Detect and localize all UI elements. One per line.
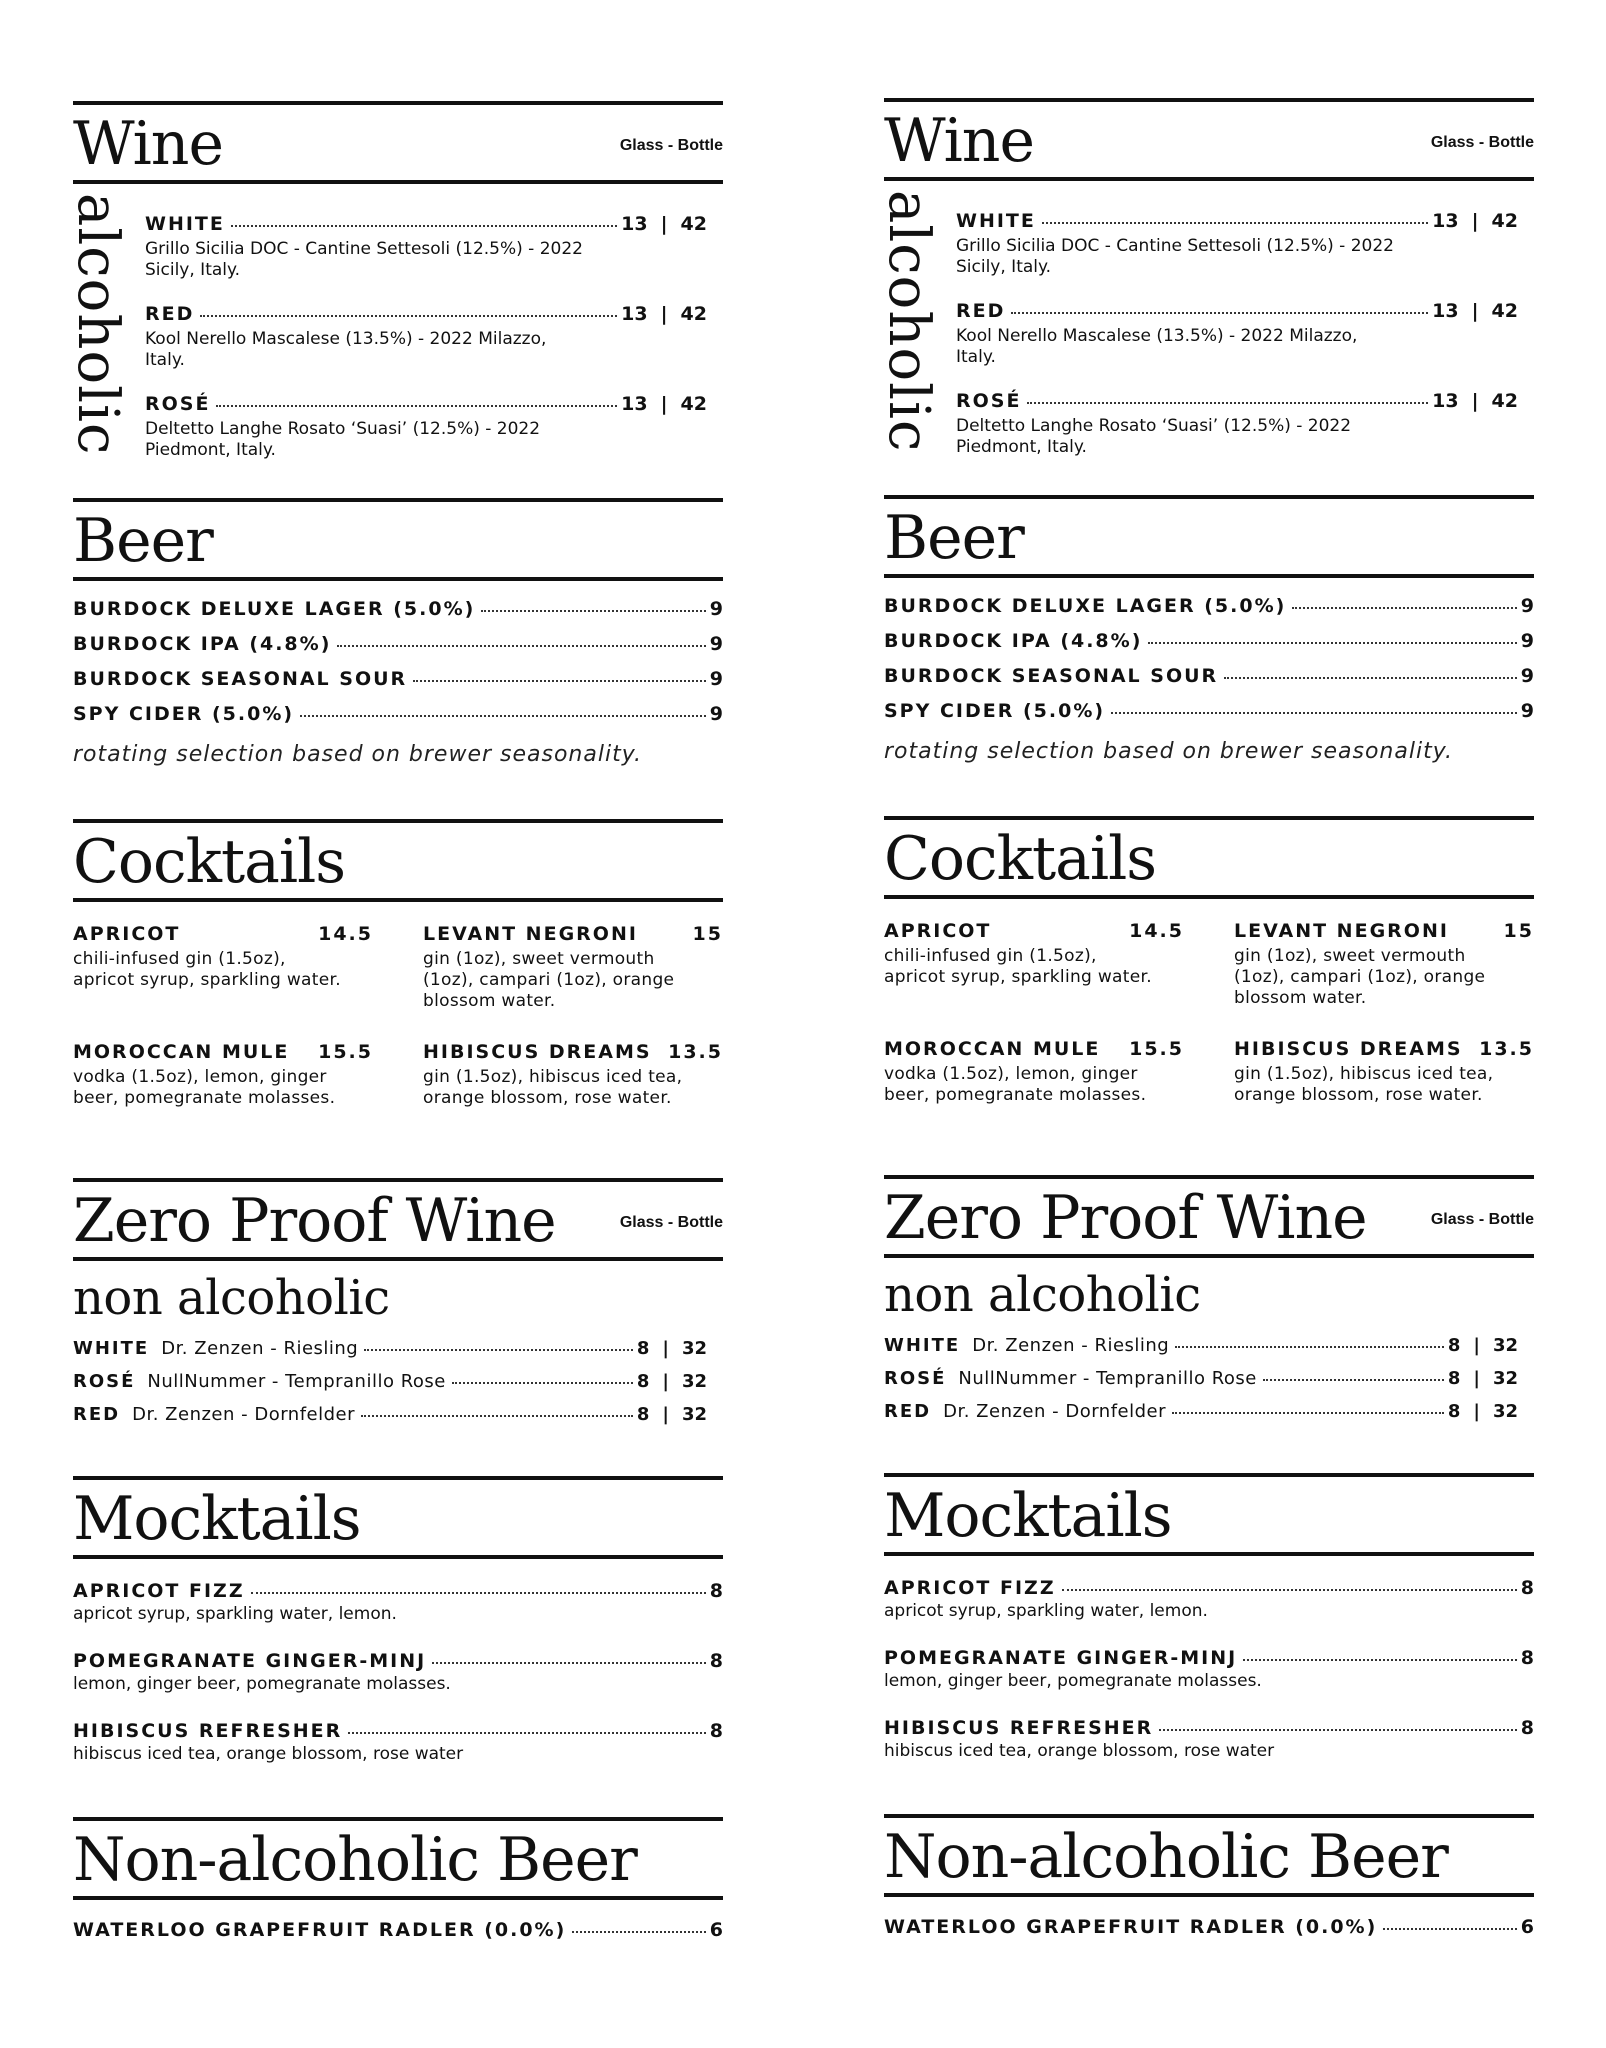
beer-item xyxy=(73,633,723,668)
cocktail-price: 15 xyxy=(1503,920,1534,942)
mocktail-row xyxy=(73,1580,723,1602)
dot-leader xyxy=(481,610,705,612)
cocktail-name: LEVANT NEGRONI xyxy=(1234,920,1449,942)
cocktail-desc: vodka (1.5oz), lemon, ginger beer, pomegranate molasses. xyxy=(73,1067,336,1108)
beer-note: rotating selection based on brewer seasonality. xyxy=(73,742,643,767)
bottle-price: 32 xyxy=(1492,1368,1518,1389)
wine-name: ROSÉ xyxy=(956,390,1022,412)
bottle-price: 42 xyxy=(1491,210,1518,232)
zp-producer: Dr. Zenzen - Dornfelder xyxy=(943,1401,1167,1422)
bottle-price: 32 xyxy=(681,1338,707,1359)
glass-price: 8 xyxy=(636,1371,650,1392)
bottle-price: 32 xyxy=(681,1404,707,1425)
zero-proof-title: Zero Proof Wine xyxy=(884,1183,1367,1253)
glass-price: 8 xyxy=(1447,1335,1461,1356)
zero-proof-item xyxy=(73,1404,707,1437)
cocktail-price: 13.5 xyxy=(668,1041,723,1063)
wine-row xyxy=(145,393,707,415)
glass-price: 13 xyxy=(621,213,648,235)
beer-name: BURDOCK DELUXE LAGER (5.0%) xyxy=(884,595,1287,617)
beer-section xyxy=(73,498,723,767)
glass-bottle-label: Glass - Bottle xyxy=(1430,1211,1534,1228)
na-beer-name: WATERLOO GRAPEFRUIT RADLER (0.0%) xyxy=(884,1916,1378,1938)
section-bottom-rule xyxy=(884,177,1534,181)
glass-price: 13 xyxy=(1432,210,1459,232)
bottle-price: 32 xyxy=(1492,1335,1518,1356)
section-bottom-rule xyxy=(73,1257,723,1261)
glass-price: 8 xyxy=(636,1338,650,1359)
beer-item xyxy=(884,665,1534,700)
cocktail-price: 15.5 xyxy=(1129,1038,1184,1060)
beer-name: BURDOCK SEASONAL SOUR xyxy=(73,668,408,690)
glass-bottle-label: Glass - Bottle xyxy=(619,1214,723,1231)
na-beer-section xyxy=(884,1814,1534,1938)
section-bottom-rule xyxy=(73,898,723,902)
zp-name: ROSÉ xyxy=(884,1368,947,1389)
dot-leader xyxy=(361,1415,633,1417)
beer-name: SPY CIDER (5.0%) xyxy=(884,700,1106,722)
zero-proof-section xyxy=(884,1175,1534,1422)
wine-desc: Grillo Sicilia DOC - Cantine Settesoli (12.5%) - 2022 Sicily, Italy. xyxy=(956,236,1394,277)
mocktails-title: Mocktails xyxy=(884,1481,1172,1551)
wine-row xyxy=(956,300,1518,322)
cocktail-item xyxy=(1234,920,1534,1009)
cocktail-price: 15.5 xyxy=(318,1041,373,1063)
beer-price: 9 xyxy=(1520,595,1534,617)
dot-leader xyxy=(1172,1412,1444,1414)
dot-leader xyxy=(1111,712,1517,714)
zp-producer: Dr. Zenzen - Riesling xyxy=(161,1338,359,1359)
glass-price: 8 xyxy=(1447,1368,1461,1389)
wine-list xyxy=(956,210,1518,480)
section-bottom-rule xyxy=(73,1555,723,1559)
beer-price: 9 xyxy=(709,598,723,620)
section-bottom-rule xyxy=(884,574,1534,578)
beer-price: 9 xyxy=(1520,700,1534,722)
zp-name: RED xyxy=(884,1401,932,1422)
dot-leader xyxy=(1263,1379,1444,1381)
dot-leader xyxy=(1027,402,1428,404)
wine-list xyxy=(145,213,707,483)
price-separator: | xyxy=(1473,1335,1480,1356)
price-separator: | xyxy=(1471,300,1479,322)
zp-name: RED xyxy=(73,1404,121,1425)
cocktails-title: Cocktails xyxy=(73,827,346,897)
wine-desc: Deltetto Langhe Rosato ‘Suasi’ (12.5%) - 2022 Piedmont, Italy. xyxy=(956,416,1352,457)
price-separator: | xyxy=(662,1371,669,1392)
beer-title: Beer xyxy=(884,503,1024,573)
mocktail-row xyxy=(884,1577,1534,1599)
section-bottom-rule xyxy=(884,1893,1534,1897)
section-bottom-rule xyxy=(73,577,723,581)
beer-name: BURDOCK DELUXE LAGER (5.0%) xyxy=(73,598,476,620)
dot-leader xyxy=(1224,677,1517,679)
cocktails-section xyxy=(884,816,1534,1105)
zero-proof-title: Zero Proof Wine xyxy=(73,1186,556,1256)
dot-leader xyxy=(216,405,617,407)
wine-desc: Deltetto Langhe Rosato ‘Suasi’ (12.5%) - 2022 Piedmont, Italy. xyxy=(145,419,541,460)
mocktail-price: 8 xyxy=(709,1720,723,1742)
mocktail-item xyxy=(73,1720,723,1765)
non-alcoholic-subtitle: non alcoholic xyxy=(73,1270,390,1326)
beer-price: 9 xyxy=(709,633,723,655)
mocktails-list xyxy=(884,1577,1534,1787)
wine-item-rose xyxy=(145,393,707,461)
wine-desc: Grillo Sicilia DOC - Cantine Settesoli (12.5%) - 2022 Sicily, Italy. xyxy=(145,239,583,280)
dot-leader xyxy=(452,1382,633,1384)
glass-bottle-label: Glass - Bottle xyxy=(1430,134,1534,151)
dot-leader xyxy=(348,1732,705,1734)
bottle-price: 42 xyxy=(680,303,707,325)
zp-producer: NullNummer - Tempranillo Rose xyxy=(147,1371,446,1392)
cocktail-name: HIBISCUS DREAMS xyxy=(423,1041,652,1063)
price-separator: | xyxy=(1473,1368,1480,1389)
beer-item xyxy=(73,703,723,738)
bottle-price: 42 xyxy=(680,393,707,415)
beer-price: 9 xyxy=(709,703,723,725)
na-beer-price: 6 xyxy=(1520,1916,1534,1938)
mocktail-item xyxy=(884,1647,1534,1692)
bottle-price: 32 xyxy=(1492,1401,1518,1422)
menu-page-left xyxy=(65,0,723,2048)
dot-leader xyxy=(364,1349,633,1351)
zp-producer: NullNummer - Tempranillo Rose xyxy=(958,1368,1257,1389)
cocktail-price: 13.5 xyxy=(1479,1038,1534,1060)
dot-leader xyxy=(1243,1659,1517,1661)
mocktail-price: 8 xyxy=(709,1650,723,1672)
glass-price: 8 xyxy=(1447,1401,1461,1422)
price-separator: | xyxy=(660,303,668,325)
wine-row xyxy=(956,390,1518,412)
cocktail-item xyxy=(73,1041,373,1109)
mocktail-row xyxy=(884,1717,1534,1739)
bottle-price: 42 xyxy=(680,213,707,235)
bottle-price: 42 xyxy=(1491,300,1518,322)
mocktail-price: 8 xyxy=(1520,1647,1534,1669)
cocktail-desc: chili-infused gin (1.5oz), apricot syrup, sparkling water. xyxy=(73,949,341,990)
glass-bottle-label: Glass - Bottle xyxy=(619,137,723,154)
wine-name: WHITE xyxy=(145,213,225,235)
cocktail-name: APRICOT xyxy=(884,920,992,942)
cocktails-title: Cocktails xyxy=(884,824,1157,894)
price-separator: | xyxy=(660,213,668,235)
mocktail-price: 8 xyxy=(1520,1717,1534,1739)
mocktail-name: HIBISCUS REFRESHER xyxy=(884,1717,1154,1739)
mocktails-section xyxy=(73,1476,723,1764)
na-beer-list xyxy=(884,1916,1534,1951)
dot-leader xyxy=(1011,312,1428,314)
mocktail-item xyxy=(73,1650,723,1695)
cocktail-item xyxy=(884,1038,1184,1106)
mocktail-row xyxy=(73,1650,723,1672)
zp-name: WHITE xyxy=(884,1335,961,1356)
mocktail-desc: hibiscus iced tea, orange blossom, rose water xyxy=(73,1744,464,1764)
mocktail-name: POMEGRANATE GINGER-MINJ xyxy=(884,1647,1238,1669)
mocktail-desc: lemon, ginger beer, pomegranate molasses. xyxy=(884,1671,1262,1691)
cocktail-name: HIBISCUS DREAMS xyxy=(1234,1038,1463,1060)
beer-title: Beer xyxy=(73,506,213,576)
zero-proof-section xyxy=(73,1178,723,1425)
zp-producer: Dr. Zenzen - Riesling xyxy=(972,1335,1170,1356)
cocktails-section xyxy=(73,819,723,1108)
zero-proof-item xyxy=(73,1371,707,1404)
beer-list xyxy=(73,598,723,767)
wine-section xyxy=(876,98,1534,457)
mocktail-desc: lemon, ginger beer, pomegranate molasses. xyxy=(73,1674,451,1694)
zp-name: ROSÉ xyxy=(73,1371,136,1392)
na-beer-list xyxy=(73,1919,723,1954)
mocktail-desc: apricot syrup, sparkling water, lemon. xyxy=(884,1601,1208,1621)
cocktail-desc: vodka (1.5oz), lemon, ginger beer, pomegranate molasses. xyxy=(884,1064,1147,1105)
mocktail-desc: hibiscus iced tea, orange blossom, rose water xyxy=(884,1741,1275,1761)
glass-price: 13 xyxy=(621,393,648,415)
beer-price: 9 xyxy=(1520,630,1534,652)
na-beer-title: Non-alcoholic Beer xyxy=(73,1825,637,1895)
cocktail-name: LEVANT NEGRONI xyxy=(423,923,638,945)
na-beer-section xyxy=(73,1817,723,1941)
cocktail-price: 14.5 xyxy=(1129,920,1184,942)
cocktail-desc: gin (1oz), sweet vermouth (1oz), campari (1oz), orange blossom water. xyxy=(1234,946,1486,1008)
glass-price: 13 xyxy=(1432,300,1459,322)
beer-name: BURDOCK IPA (4.8%) xyxy=(73,633,332,655)
zero-proof-item xyxy=(884,1401,1518,1434)
beer-name: SPY CIDER (5.0%) xyxy=(73,703,295,725)
cocktail-desc: gin (1.5oz), hibiscus iced tea, orange blossom, rose water. xyxy=(1234,1064,1494,1105)
non-alcoholic-subtitle: non alcoholic xyxy=(884,1267,1201,1323)
wine-name: WHITE xyxy=(956,210,1036,232)
wine-name: RED xyxy=(956,300,1006,322)
dot-leader xyxy=(572,1931,705,1933)
beer-name: BURDOCK SEASONAL SOUR xyxy=(884,665,1219,687)
beer-item xyxy=(73,598,723,633)
cocktail-desc: gin (1.5oz), hibiscus iced tea, orange blossom, rose water. xyxy=(423,1067,683,1108)
beer-item xyxy=(884,700,1534,735)
mocktail-name: APRICOT FIZZ xyxy=(884,1577,1056,1599)
mocktail-item xyxy=(884,1577,1534,1622)
zero-proof-list xyxy=(73,1338,707,1437)
dot-leader xyxy=(1383,1928,1516,1930)
mocktails-section xyxy=(884,1473,1534,1761)
na-beer-name: WATERLOO GRAPEFRUIT RADLER (0.0%) xyxy=(73,1919,567,1941)
dot-leader xyxy=(1062,1589,1517,1591)
dot-leader xyxy=(432,1662,706,1664)
cocktail-desc: gin (1oz), sweet vermouth (1oz), campari (1oz), orange blossom water. xyxy=(423,949,675,1011)
na-beer-item xyxy=(884,1916,1534,1951)
price-separator: | xyxy=(662,1338,669,1359)
glass-price: 8 xyxy=(636,1404,650,1425)
na-beer-price: 6 xyxy=(709,1919,723,1941)
dot-leader xyxy=(200,315,617,317)
bottle-price: 42 xyxy=(1491,390,1518,412)
wine-row xyxy=(145,303,707,325)
section-bottom-rule xyxy=(884,895,1534,899)
wine-row xyxy=(145,213,707,235)
na-beer-item xyxy=(73,1919,723,1954)
wine-desc: Kool Nerello Mascalese (13.5%) - 2022 Milazzo, Italy. xyxy=(956,326,1358,367)
mocktail-name: APRICOT FIZZ xyxy=(73,1580,245,1602)
dot-leader xyxy=(1292,607,1516,609)
cocktail-item xyxy=(73,923,373,991)
wine-title: Wine xyxy=(73,109,223,179)
wine-section xyxy=(65,101,723,460)
cocktail-name: APRICOT xyxy=(73,923,181,945)
beer-item xyxy=(884,595,1534,630)
zero-proof-list xyxy=(884,1335,1518,1434)
zero-proof-item xyxy=(73,1338,707,1371)
section-bottom-rule xyxy=(884,1552,1534,1556)
beer-name: BURDOCK IPA (4.8%) xyxy=(884,630,1143,652)
mocktail-name: HIBISCUS REFRESHER xyxy=(73,1720,343,1742)
alcoholic-vertical-label: alcoholic xyxy=(65,193,130,456)
price-separator: | xyxy=(1473,1401,1480,1422)
mocktail-row xyxy=(884,1647,1534,1669)
beer-item xyxy=(884,630,1534,665)
wine-name: RED xyxy=(145,303,195,325)
price-separator: | xyxy=(662,1404,669,1425)
wine-desc: Kool Nerello Mascalese (13.5%) - 2022 Milazzo, Italy. xyxy=(145,329,547,370)
dot-leader xyxy=(1175,1346,1444,1348)
dot-leader xyxy=(337,645,705,647)
section-bottom-rule xyxy=(884,1254,1534,1258)
dot-leader xyxy=(300,715,706,717)
dot-leader xyxy=(1148,642,1516,644)
zp-producer: Dr. Zenzen - Dornfelder xyxy=(132,1404,356,1425)
mocktail-name: POMEGRANATE GINGER-MINJ xyxy=(73,1650,427,1672)
dot-leader xyxy=(1042,222,1428,224)
glass-price: 13 xyxy=(1432,390,1459,412)
cocktail-item xyxy=(1234,1038,1534,1106)
cocktail-item xyxy=(884,920,1184,988)
beer-price: 9 xyxy=(1520,665,1534,687)
dot-leader xyxy=(1159,1729,1516,1731)
wine-item-red xyxy=(145,303,707,371)
section-bottom-rule xyxy=(73,1896,723,1900)
cocktail-price: 15 xyxy=(692,923,723,945)
wine-row xyxy=(956,210,1518,232)
mocktail-item xyxy=(73,1580,723,1625)
na-beer-title: Non-alcoholic Beer xyxy=(884,1822,1448,1892)
cocktail-price: 14.5 xyxy=(318,923,373,945)
wine-name: ROSÉ xyxy=(145,393,211,415)
bottle-price: 32 xyxy=(681,1371,707,1392)
cocktail-desc: chili-infused gin (1.5oz), apricot syrup, sparkling water. xyxy=(884,946,1152,987)
dot-leader xyxy=(251,1592,706,1594)
beer-section xyxy=(884,495,1534,764)
zero-proof-item xyxy=(884,1368,1518,1401)
mocktail-row xyxy=(73,1720,723,1742)
zp-name: WHITE xyxy=(73,1338,150,1359)
wine-item-white xyxy=(145,213,707,281)
price-separator: | xyxy=(1471,390,1479,412)
cocktail-item xyxy=(423,923,723,1012)
cocktail-name: MOROCCAN MULE xyxy=(884,1038,1101,1060)
beer-list xyxy=(884,595,1534,764)
zero-proof-item xyxy=(884,1335,1518,1368)
wine-item-white xyxy=(956,210,1518,278)
price-separator: | xyxy=(1471,210,1479,232)
cocktail-item xyxy=(423,1041,723,1109)
wine-item-red xyxy=(956,300,1518,368)
glass-price: 13 xyxy=(621,303,648,325)
alcoholic-vertical-label: alcoholic xyxy=(876,190,941,453)
wine-item-rose xyxy=(956,390,1518,458)
mocktails-title: Mocktails xyxy=(73,1484,361,1554)
mocktails-list xyxy=(73,1580,723,1790)
cocktail-name: MOROCCAN MULE xyxy=(73,1041,290,1063)
mocktail-item xyxy=(884,1717,1534,1762)
price-separator: | xyxy=(660,393,668,415)
menu-page-right xyxy=(876,0,1534,2045)
wine-title: Wine xyxy=(884,106,1034,176)
beer-note: rotating selection based on brewer seasonality. xyxy=(884,739,1454,764)
mocktail-price: 8 xyxy=(1520,1577,1534,1599)
mocktail-price: 8 xyxy=(709,1580,723,1602)
beer-item xyxy=(73,668,723,703)
mocktail-desc: apricot syrup, sparkling water, lemon. xyxy=(73,1604,397,1624)
dot-leader xyxy=(413,680,706,682)
section-bottom-rule xyxy=(73,180,723,184)
dot-leader xyxy=(231,225,617,227)
beer-price: 9 xyxy=(709,668,723,690)
